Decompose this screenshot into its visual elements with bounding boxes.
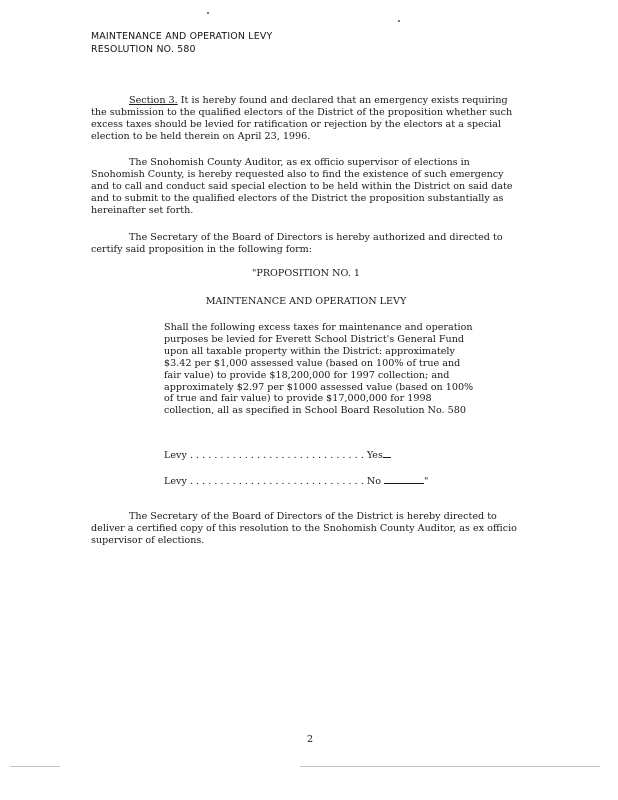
header-title: MAINTENANCE AND OPERATION LEVY — [91, 31, 273, 42]
levy-yes-line — [164, 449, 391, 462]
secretary-certify-paragraph — [91, 232, 521, 256]
scan-speck — [398, 20, 400, 22]
scan-artifact — [10, 766, 60, 767]
page-number: 2 — [306, 734, 314, 745]
header-resolution-number: RESOLUTION NO. 580 — [91, 43, 196, 55]
document-header — [91, 31, 272, 56]
section-3-text: It is hereby found and declared that an emergency exists requiring the submission to the qualified electors of the District of the proposition whether such excess taxes should be levied for ratification or rejection by the electors at a special election to be held therein on April 23, 1996. — [91, 95, 513, 142]
final-paragraph-text: The Secretary of the Board of Directors of the District is hereby directed to deliver a certified copy of this resolution to the Snohomish County Auditor, as ex officio supervisor of elections. — [91, 511, 517, 546]
yes-blank — [383, 449, 391, 458]
scan-speck — [207, 12, 209, 14]
auditor-paragraph-text: The Snohomish County Auditor, as ex officio supervisor of elections in Snohomish County, is hereby requested also to find the existence of such emergency and to call and conduct said special election to be held within the District on said date and to submit to the qualified electors of the District the proposition substantially as hereinafter set forth. — [91, 157, 513, 216]
section-3-paragraph — [91, 95, 521, 143]
secretary-certify-text: The Secretary of the Board of Directors is hereby authorized and directed to certify said proposition in the following form: — [91, 232, 503, 255]
final-paragraph — [91, 511, 521, 547]
auditor-paragraph — [91, 157, 521, 217]
levy-no-label: Levy . . . . . . . . . . . . . . . . . . . . . . . . . . . . . No — [164, 476, 381, 487]
closing-quote: " — [424, 476, 429, 487]
proposition-subtitle: MAINTENANCE AND OPERATION LEVY — [205, 296, 407, 307]
levy-no-line — [164, 475, 428, 488]
proposition-title: "PROPOSITION NO. 1 — [251, 268, 361, 279]
levy-yes-label: Levy . . . . . . . . . . . . . . . . . . . . . . . . . . . . . Yes — [164, 450, 383, 461]
no-blank — [384, 475, 424, 484]
ballot-question: Shall the following excess taxes for maintenance and operation purposes be levied for Everett School District's General Fund upon all taxable property within the District: approximately $3.42 per $1,000 assessed value (based on 100% of true and fair value) to provide $18,200,000 for 1997 collection; and approximately $2.97 per $1000 assessed value (based on 100% of true and fair value) to provide $17,000,000 for 1998 collection, all as specified in School Board Resolution No. 580 — [164, 322, 474, 417]
section-3-label: Section 3. — [129, 95, 178, 106]
scan-artifact — [300, 766, 600, 767]
